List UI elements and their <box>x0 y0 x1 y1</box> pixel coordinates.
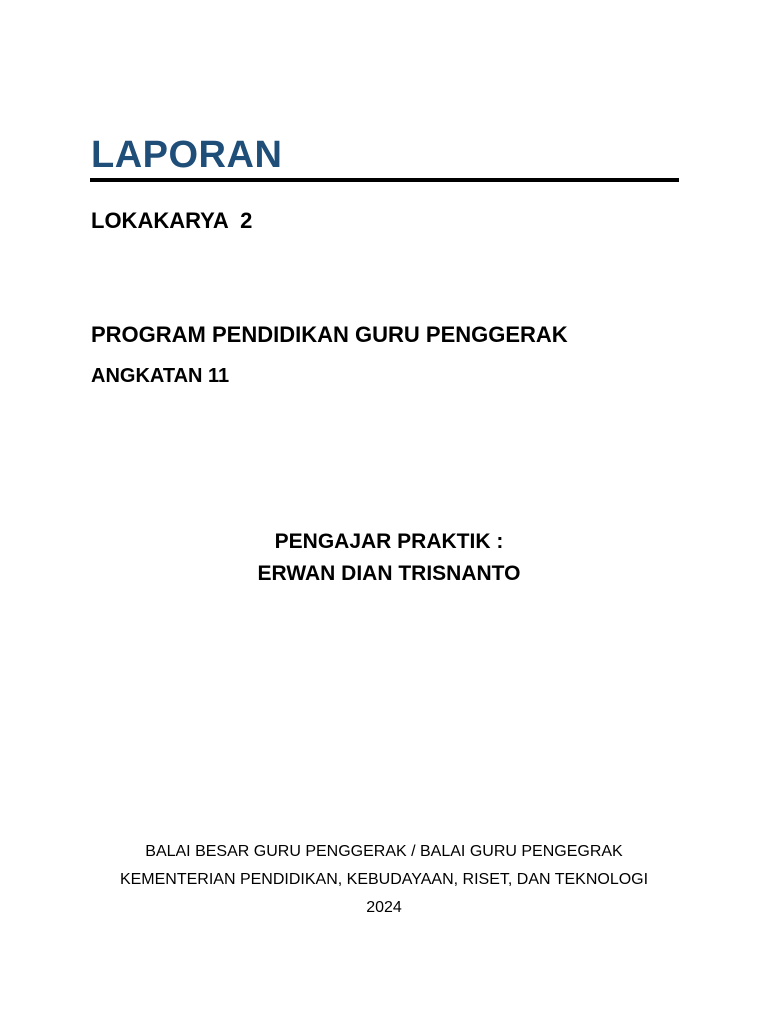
practice-teacher-label: PENGAJAR PRAKTIK : <box>274 530 504 553</box>
practice-teacher-name: ERWAN DIAN TRISNANTO <box>257 562 521 585</box>
workshop-subtitle: LOKAKARYA 2 <box>91 208 253 233</box>
report-title: LAPORAN <box>91 134 283 176</box>
institution-name: BALAI BESAR GURU PENGGERAK / BALAI GURU PENGEGRAK <box>145 843 623 860</box>
practice-teacher-block <box>0 526 768 590</box>
report-year: 2024 <box>366 899 402 916</box>
ministry-name: KEMENTERIAN PENDIDIKAN, KEBUDAYAAN, RISET, DAN TEKNOLOGI <box>119 871 649 888</box>
institution-footer <box>0 838 768 922</box>
cohort-label: ANGKATAN 11 <box>91 365 230 387</box>
title-underline-divider <box>90 178 679 182</box>
program-name: PROGRAM PENDIDIKAN GURU PENGGERAK <box>91 322 568 347</box>
